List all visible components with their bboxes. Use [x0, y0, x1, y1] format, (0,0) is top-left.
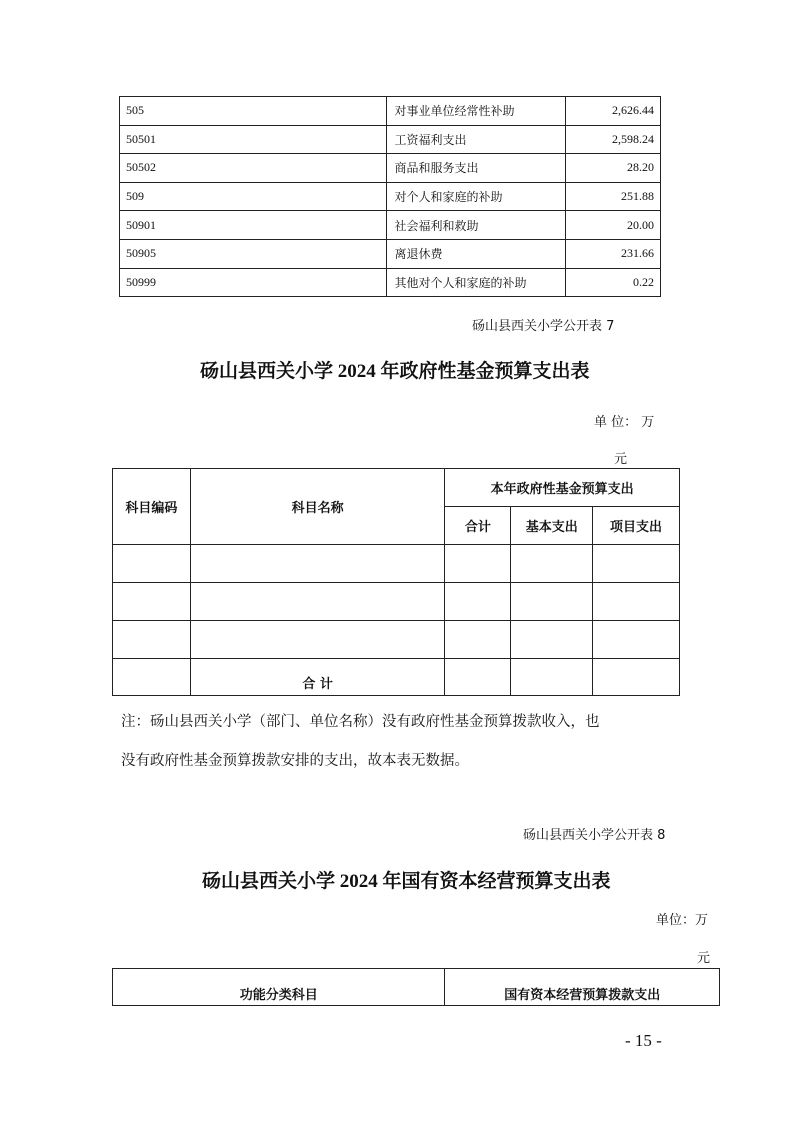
table-8-title [202, 866, 611, 893]
row-value: 231.66 [566, 239, 661, 268]
budget-expenditure-table [119, 96, 661, 297]
row-name: 对事业单位经常性补助 [387, 97, 566, 126]
state-capital-budget-table [112, 968, 720, 1006]
col-header-name: 科目名称 [190, 469, 445, 545]
row-name: 工资福利支出 [387, 125, 566, 154]
gov-fund-budget-table [112, 468, 680, 696]
table-row [120, 211, 661, 240]
row-value: 2,626.44 [566, 97, 661, 126]
row-code: 50502 [120, 154, 387, 183]
col-header-basic: 基本支出 [511, 507, 593, 545]
table-row [120, 154, 661, 183]
table-row [113, 583, 680, 621]
table-8-unit: 单位：万 [656, 913, 709, 928]
title-7-year: 2024 [333, 361, 381, 382]
title-8-year: 2024 [335, 871, 383, 892]
total-row [113, 659, 680, 696]
table-8-unit-cont: 元 [697, 951, 711, 966]
row-code: 505 [120, 97, 387, 126]
title-8-prefix: 砀山县西关小学 [202, 870, 336, 892]
title-8-suffix: 年国有资本经营预算支出表 [382, 870, 611, 892]
title-7-suffix: 年政府性基金预算支出表 [380, 360, 590, 382]
note-line-2: 没有政府性基金预算拨款安排的支出，故本表无数据。 [121, 753, 469, 769]
row-code: 50999 [120, 268, 387, 297]
row-name: 对个人和家庭的补助 [387, 182, 566, 211]
col-header-amount: 国有资本经营预算拨款支出 [445, 969, 720, 1006]
row-code: 509 [120, 182, 387, 211]
table-row [120, 182, 661, 211]
row-value: 20.00 [566, 211, 661, 240]
total-label: 合 计 [190, 659, 445, 696]
col-header-total: 合计 [445, 507, 511, 545]
row-name: 其他对个人和家庭的补助 [387, 268, 566, 297]
row-name: 商品和服务支出 [387, 154, 566, 183]
table-row [120, 125, 661, 154]
table-row [120, 268, 661, 297]
page-number: - 15 - [625, 1031, 662, 1050]
col-header-function: 功能分类科目 [113, 969, 445, 1006]
row-value: 2,598.24 [566, 125, 661, 154]
col-header-code: 科目编码 [113, 469, 191, 545]
row-value: 28.20 [566, 154, 661, 183]
title-7-prefix: 砀山县西关小学 [200, 360, 334, 382]
row-name: 社会福利和救助 [387, 211, 566, 240]
table-row [120, 239, 661, 268]
row-code: 50901 [120, 211, 387, 240]
col-header-project: 项目支出 [593, 507, 680, 545]
budget-expenditure-table-body [120, 97, 661, 297]
row-name: 离退休费 [387, 239, 566, 268]
table-7-unit-cont: 元 [614, 452, 628, 467]
table-row [113, 621, 680, 659]
note-line-1: 注：砀山县西关小学（部门、单位名称）没有政府性基金预算拨款收入，也 [121, 714, 600, 730]
table-7-unit: 单 位： 万 [594, 415, 655, 430]
row-value: 0.22 [566, 268, 661, 297]
table-8-caption: 砀山县西关小学公开表 8 [523, 828, 666, 843]
row-value: 251.88 [566, 182, 661, 211]
table-row [113, 545, 680, 583]
row-code: 50905 [120, 239, 387, 268]
table-7-caption: 砀山县西关小学公开表 7 [472, 319, 615, 334]
table-row [120, 97, 661, 126]
row-code: 50501 [120, 125, 387, 154]
col-header-group: 本年政府性基金预算支出 [445, 469, 680, 507]
table-7-title [200, 356, 590, 383]
